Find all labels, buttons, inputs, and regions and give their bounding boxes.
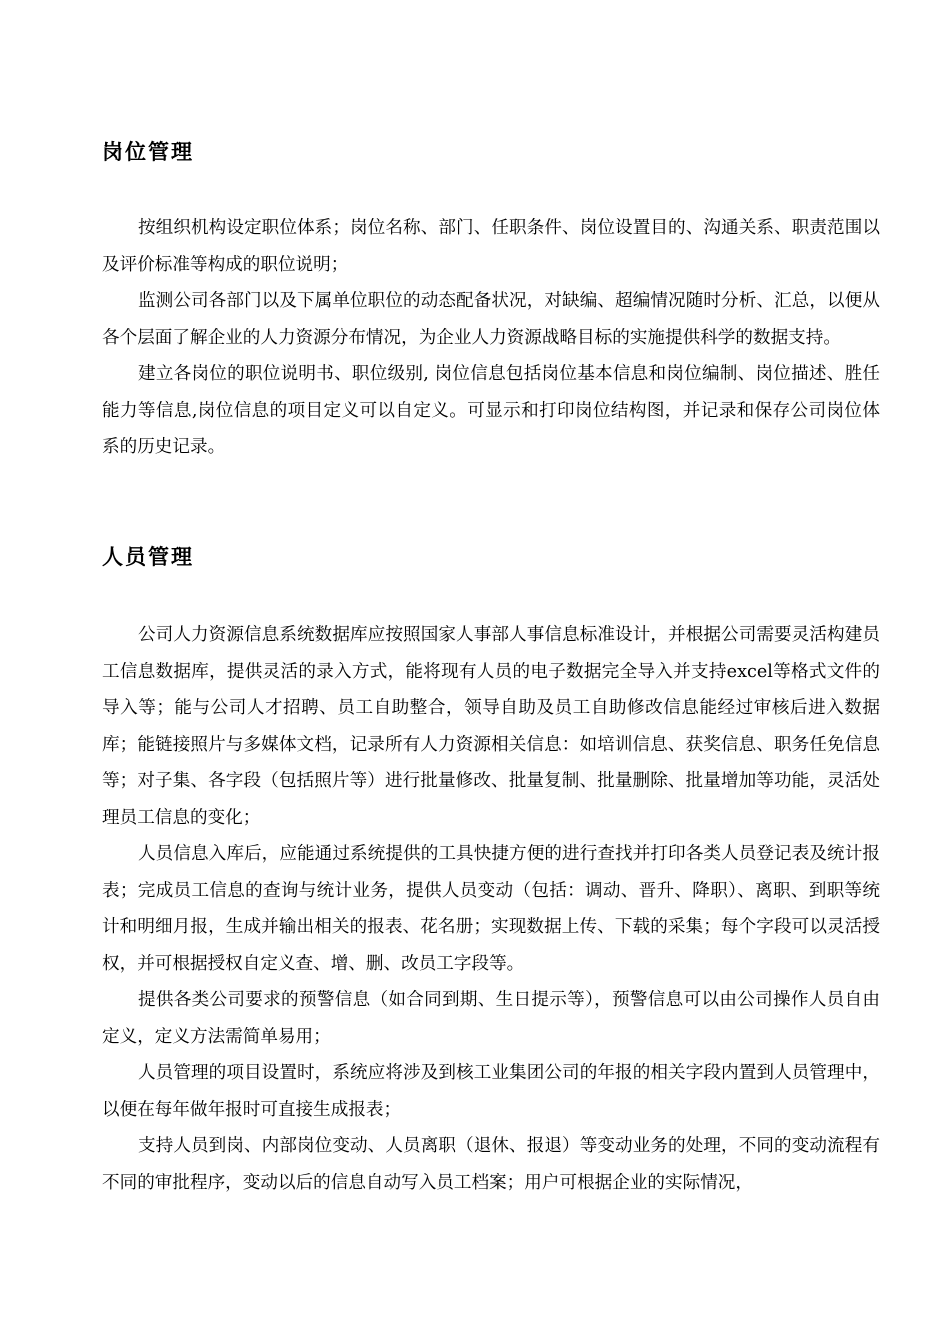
paragraph: 提供各类公司要求的预警信息（如合同到期、生日提示等），预警信息可以由公司操作人员自由定义，定义方法需简单易用； (102, 990, 880, 1047)
paragraph: 监测公司各部门以及下属单位职位的动态配备状况，对缺编、超编情况随时分析、汇总，以便从各个层面了解企业的人力资源分布情况，为企业人力资源战略目标的实施提供科学的数据支持。 (102, 291, 880, 348)
section-body-position-management (102, 210, 880, 466)
paragraph: 按组织机构设定职位体系；岗位名称、部门、任职条件、岗位设置目的、沟通关系、职责范围以及评价标准等构成的职位说明； (102, 218, 880, 275)
paragraph: 人员信息入库后，应能通过系统提供的工具快捷方便的进行查找并打印各类人员登记表及统计报表；完成员工信息的查询与统计业务，提供人员变动（包括：调动、晋升、降职）、离职、到职等统计和明细月报，生成并输出相关的报表、花名册；实现数据上传、下载的采集；每个字段可以灵活授权，并可根据授权自定义查、增、删、改员工字段等。 (102, 844, 880, 974)
paragraph: 公司人力资源信息系统数据库应按照国家人事部人事信息标准设计，并根据公司需要灵活构建员工信息数据库，提供灵活的录入方式，能将现有人员的电子数据完全导入并支持excel等格式文件的导入等；能与公司人才招聘、员工自助整合，领导自助及员工自助修改信息能经过审核后进入数据库；能链接照片与多媒体文档，记录所有人力资源相关信息：如培训信息、获奖信息、职务任免信息等；对子集、各字段（包括照片等）进行批量修改、批量复制、批量删除、批量增加等功能，灵活处理员工信息的变化； (102, 625, 880, 828)
section-body-personnel-management (102, 617, 880, 1201)
paragraph: 支持人员到岗、内部岗位变动、人员离职（退休、报退）等变动业务的处理，不同的变动流程有不同的审批程序，变动以后的信息自动写入员工档案；用户可根据企业的实际情况， (102, 1136, 880, 1193)
paragraph: 建立各岗位的职位说明书、职位级别, 岗位信息包括岗位基本信息和岗位编制、岗位描述、胜任能力等信息,岗位信息的项目定义可以自定义。可显示和打印岗位结构图，并记录和保存公司岗位体系的历史记录。 (102, 364, 880, 457)
paragraph: 人员管理的项目设置时，系统应将涉及到核工业集团公司的年报的相关字段内置到人员管理中，以便在每年做年报时可直接生成报表； (102, 1063, 880, 1120)
section-heading-personnel-management: 人员管理 (102, 545, 194, 569)
section-heading-position-management: 岗位管理 (102, 140, 194, 164)
